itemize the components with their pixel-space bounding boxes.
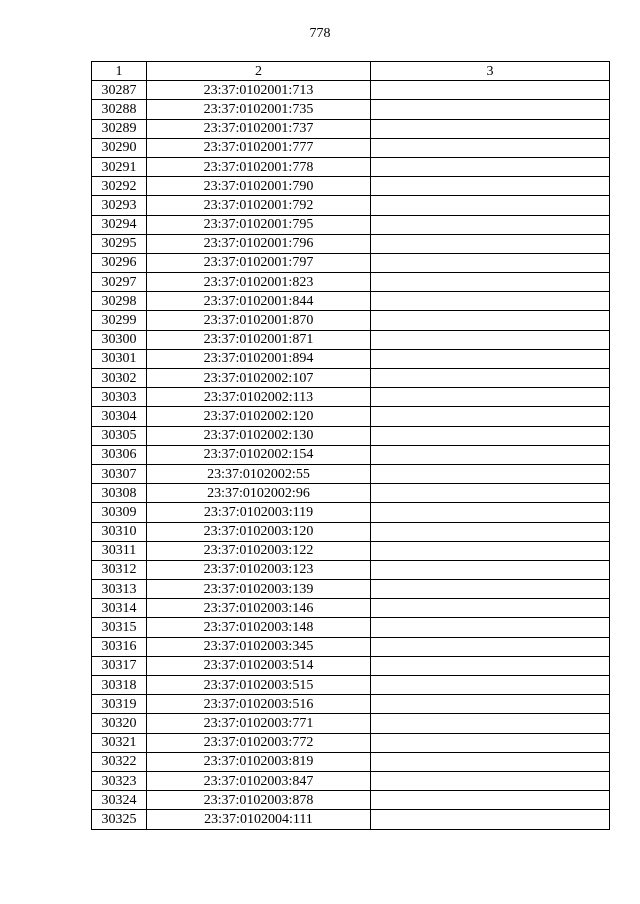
row-number-cell: 30308	[92, 484, 147, 503]
table-row	[92, 138, 610, 157]
table-row	[92, 273, 610, 292]
header-row	[92, 62, 610, 81]
cadastral-number-cell: 23:37:0102001:844	[147, 292, 371, 311]
notes-cell	[371, 177, 610, 196]
table-row	[92, 541, 610, 560]
row-number-cell: 30294	[92, 215, 147, 234]
table-row	[92, 522, 610, 541]
cadastral-number-cell: 23:37:0102001:795	[147, 215, 371, 234]
row-number-cell: 30301	[92, 349, 147, 368]
cadastral-number-cell: 23:37:0102001:790	[147, 177, 371, 196]
cadastral-number-cell: 23:37:0102001:894	[147, 349, 371, 368]
cadastral-number-cell: 23:37:0102003:345	[147, 637, 371, 656]
notes-cell	[371, 752, 610, 771]
cadastral-number-cell: 23:37:0102002:113	[147, 388, 371, 407]
notes-cell	[371, 618, 610, 637]
cadastral-number-cell: 23:37:0102001:870	[147, 311, 371, 330]
table-row	[92, 695, 610, 714]
notes-cell	[371, 234, 610, 253]
cadastral-number-cell: 23:37:0102001:713	[147, 81, 371, 100]
row-number-cell: 30317	[92, 656, 147, 675]
row-number-cell: 30296	[92, 253, 147, 272]
column-header-1: 1	[92, 62, 147, 81]
cadastral-number-cell: 23:37:0102001:797	[147, 253, 371, 272]
row-number-cell: 30300	[92, 330, 147, 349]
cadastral-number-cell: 23:37:0102003:771	[147, 714, 371, 733]
notes-cell	[371, 273, 610, 292]
table-row	[92, 215, 610, 234]
notes-cell	[371, 330, 610, 349]
row-number-cell: 30314	[92, 599, 147, 618]
cadastral-number-cell: 23:37:0102003:139	[147, 580, 371, 599]
row-number-cell: 30303	[92, 388, 147, 407]
table-row	[92, 733, 610, 752]
notes-cell	[371, 119, 610, 138]
cadastral-number-cell: 23:37:0102003:878	[147, 791, 371, 810]
row-number-cell: 30309	[92, 503, 147, 522]
notes-cell	[371, 484, 610, 503]
cadastral-number-cell: 23:37:0102003:123	[147, 560, 371, 579]
table-row	[92, 637, 610, 656]
row-number-cell: 30322	[92, 752, 147, 771]
cadastral-number-cell: 23:37:0102001:778	[147, 157, 371, 176]
table-row	[92, 714, 610, 733]
row-number-cell: 30318	[92, 676, 147, 695]
table-row	[92, 157, 610, 176]
cadastral-number-cell: 23:37:0102001:737	[147, 119, 371, 138]
notes-cell	[371, 464, 610, 483]
cadastral-number-cell: 23:37:0102003:146	[147, 599, 371, 618]
table-row	[92, 311, 610, 330]
notes-cell	[371, 810, 610, 829]
cadastral-number-cell: 23:37:0102001:796	[147, 234, 371, 253]
row-number-cell: 30321	[92, 733, 147, 752]
table-row	[92, 560, 610, 579]
table-row	[92, 369, 610, 388]
table-row	[92, 177, 610, 196]
table-row	[92, 349, 610, 368]
table-row	[92, 196, 610, 215]
table-row	[92, 503, 610, 522]
table-row	[92, 791, 610, 810]
table-row	[92, 676, 610, 695]
cadastral-number-cell: 23:37:0102003:847	[147, 771, 371, 790]
cadastral-number-cell: 23:37:0102002:130	[147, 426, 371, 445]
notes-cell	[371, 311, 610, 330]
notes-cell	[371, 407, 610, 426]
notes-cell	[371, 560, 610, 579]
row-number-cell: 30310	[92, 522, 147, 541]
row-number-cell: 30297	[92, 273, 147, 292]
cadastral-number-cell: 23:37:0102001:777	[147, 138, 371, 157]
table-row	[92, 330, 610, 349]
row-number-cell: 30315	[92, 618, 147, 637]
row-number-cell: 30290	[92, 138, 147, 157]
cadastral-number-cell: 23:37:0102002:96	[147, 484, 371, 503]
cadastral-number-cell: 23:37:0102001:823	[147, 273, 371, 292]
notes-cell	[371, 541, 610, 560]
row-number-cell: 30291	[92, 157, 147, 176]
row-number-cell: 30312	[92, 560, 147, 579]
row-number-cell: 30287	[92, 81, 147, 100]
cadastral-number-cell: 23:37:0102003:516	[147, 695, 371, 714]
cadastral-number-cell: 23:37:0102002:120	[147, 407, 371, 426]
cadastral-number-cell: 23:37:0102003:772	[147, 733, 371, 752]
table-row	[92, 100, 610, 119]
page-number: 778	[309, 26, 331, 41]
cadastral-number-cell: 23:37:0102003:119	[147, 503, 371, 522]
cadastral-number-cell: 23:37:0102001:871	[147, 330, 371, 349]
row-number-cell: 30299	[92, 311, 147, 330]
row-number-cell: 30305	[92, 426, 147, 445]
cadastral-number-cell: 23:37:0102002:107	[147, 369, 371, 388]
table-row	[92, 119, 610, 138]
notes-cell	[371, 714, 610, 733]
notes-cell	[371, 637, 610, 656]
row-number-cell: 30293	[92, 196, 147, 215]
row-number-cell: 30295	[92, 234, 147, 253]
table-row	[92, 81, 610, 100]
table-row	[92, 618, 610, 637]
notes-cell	[371, 138, 610, 157]
notes-cell	[371, 157, 610, 176]
notes-cell	[371, 388, 610, 407]
notes-cell	[371, 426, 610, 445]
row-number-cell: 30325	[92, 810, 147, 829]
cadastral-number-cell: 23:37:0102003:120	[147, 522, 371, 541]
table-row	[92, 464, 610, 483]
notes-cell	[371, 253, 610, 272]
table-row	[92, 407, 610, 426]
notes-cell	[371, 215, 610, 234]
column-header-2: 2	[147, 62, 371, 81]
table-row	[92, 656, 610, 675]
notes-cell	[371, 349, 610, 368]
row-number-cell: 30288	[92, 100, 147, 119]
cadastral-number-cell: 23:37:0102002:154	[147, 445, 371, 464]
row-number-cell: 30320	[92, 714, 147, 733]
row-number-cell: 30306	[92, 445, 147, 464]
row-number-cell: 30313	[92, 580, 147, 599]
row-number-cell: 30302	[92, 369, 147, 388]
row-number-cell: 30289	[92, 119, 147, 138]
row-number-cell: 30298	[92, 292, 147, 311]
notes-cell	[371, 196, 610, 215]
column-header-3: 3	[371, 62, 610, 81]
table-row	[92, 771, 610, 790]
row-number-cell: 30319	[92, 695, 147, 714]
cadastral-table	[91, 61, 610, 830]
notes-cell	[371, 599, 610, 618]
table-body	[92, 81, 610, 829]
cadastral-number-cell: 23:37:0102004:111	[147, 810, 371, 829]
row-number-cell: 30307	[92, 464, 147, 483]
notes-cell	[371, 100, 610, 119]
notes-cell	[371, 656, 610, 675]
notes-cell	[371, 733, 610, 752]
notes-cell	[371, 369, 610, 388]
notes-cell	[371, 580, 610, 599]
notes-cell	[371, 771, 610, 790]
cadastral-number-cell: 23:37:0102003:515	[147, 676, 371, 695]
row-number-cell: 30324	[92, 791, 147, 810]
cadastral-number-cell: 23:37:0102003:514	[147, 656, 371, 675]
cadastral-number-cell: 23:37:0102003:819	[147, 752, 371, 771]
cadastral-number-cell: 23:37:0102002:55	[147, 464, 371, 483]
row-number-cell: 30304	[92, 407, 147, 426]
cadastral-number-cell: 23:37:0102001:792	[147, 196, 371, 215]
table-row	[92, 253, 610, 272]
table-row	[92, 292, 610, 311]
table-row	[92, 580, 610, 599]
notes-cell	[371, 695, 610, 714]
table-row	[92, 752, 610, 771]
cadastral-number-cell: 23:37:0102003:148	[147, 618, 371, 637]
table-row	[92, 484, 610, 503]
table-header	[92, 62, 610, 81]
table-row	[92, 445, 610, 464]
table-row	[92, 810, 610, 829]
table-row	[92, 599, 610, 618]
cadastral-number-cell: 23:37:0102001:735	[147, 100, 371, 119]
notes-cell	[371, 81, 610, 100]
notes-cell	[371, 522, 610, 541]
cadastral-number-cell: 23:37:0102003:122	[147, 541, 371, 560]
notes-cell	[371, 445, 610, 464]
row-number-cell: 30311	[92, 541, 147, 560]
table-row	[92, 388, 610, 407]
row-number-cell: 30292	[92, 177, 147, 196]
row-number-cell: 30316	[92, 637, 147, 656]
row-number-cell: 30323	[92, 771, 147, 790]
notes-cell	[371, 676, 610, 695]
table-row	[92, 426, 610, 445]
table-row	[92, 234, 610, 253]
notes-cell	[371, 503, 610, 522]
notes-cell	[371, 292, 610, 311]
notes-cell	[371, 791, 610, 810]
